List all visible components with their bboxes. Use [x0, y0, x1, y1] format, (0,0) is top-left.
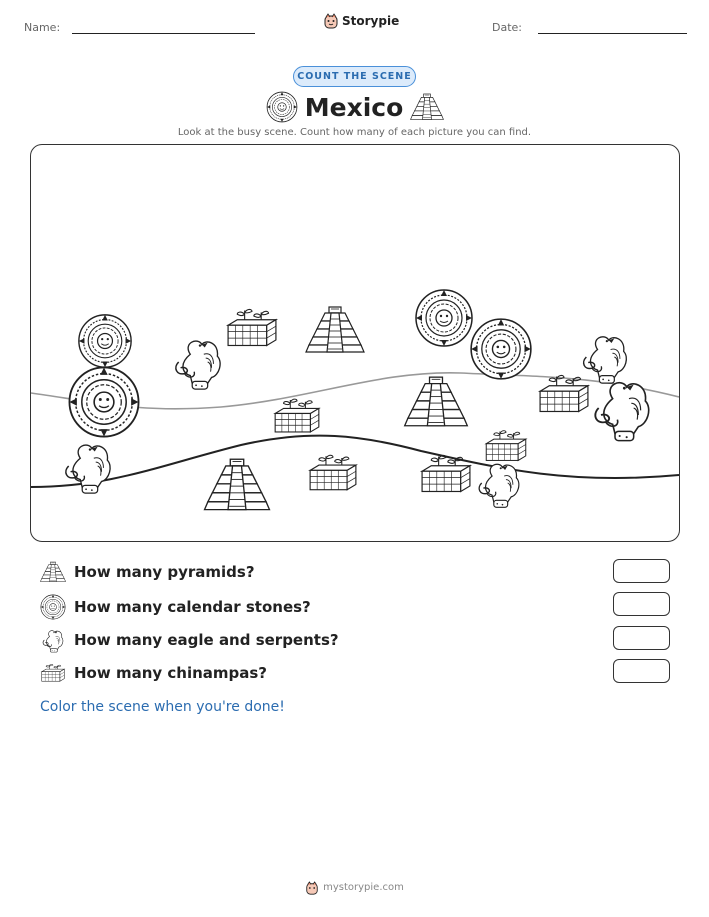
- answer-box-chinampas[interactable]: [613, 659, 670, 683]
- calendar-stone-icon: [266, 91, 298, 123]
- answer-box-eagle-serpents[interactable]: [613, 626, 670, 650]
- chinampa[interactable]: [486, 431, 526, 461]
- instructions: Look at the busy scene. Count how many of each picture you can find.: [177, 127, 532, 138]
- pyramid[interactable]: [405, 377, 468, 426]
- calendar-stone-icon: [40, 594, 66, 620]
- pyramid-icon: [40, 561, 66, 583]
- date-label: Date:: [492, 21, 522, 34]
- calendar-stone[interactable]: [416, 290, 472, 346]
- eagle-and-serpent[interactable]: [595, 383, 648, 441]
- color-scene-note: Color the scene when you're done!: [40, 699, 285, 715]
- chinampa[interactable]: [275, 399, 319, 432]
- question-text: How many calendar stones?: [74, 598, 311, 616]
- name-label: Name:: [24, 21, 61, 34]
- pyramid[interactable]: [205, 459, 270, 509]
- eagle-and-serpent[interactable]: [584, 337, 627, 383]
- count-the-scene-badge: COUNT THE SCENE: [293, 66, 416, 87]
- question-row-calendar-stones: [40, 594, 311, 620]
- brand-name: Storypie: [342, 14, 400, 28]
- footer-url[interactable]: mystorypie.com: [323, 881, 404, 893]
- answer-box-calendar-stones[interactable]: [613, 592, 670, 616]
- chinampa[interactable]: [310, 455, 356, 489]
- calendar-stone[interactable]: [471, 319, 531, 379]
- brand-header: [323, 13, 399, 29]
- question-text: How many chinampas?: [74, 664, 268, 682]
- question-row-pyramids: [40, 561, 255, 583]
- chinampa[interactable]: [228, 309, 276, 345]
- name-line[interactable]: [72, 33, 255, 34]
- question-text: How many pyramids?: [74, 563, 255, 581]
- page-title: Mexico: [304, 92, 404, 122]
- date-line[interactable]: [538, 33, 687, 34]
- eagle-and-serpent[interactable]: [176, 341, 220, 389]
- chinampa[interactable]: [540, 375, 588, 411]
- busy-scene: [30, 144, 680, 542]
- pyramid-icon: [410, 92, 444, 122]
- calendar-stone[interactable]: [79, 315, 131, 367]
- question-row-chinampas: [40, 662, 267, 684]
- calendar-stone[interactable]: [69, 367, 138, 436]
- question-row-eagle-serpents: [40, 627, 339, 653]
- eagle-serpent-icon: [40, 627, 66, 653]
- eagle-and-serpent[interactable]: [479, 464, 519, 507]
- question-text: How many eagle and serpents?: [74, 631, 339, 649]
- footer: [0, 880, 709, 894]
- storypie-logo-icon: [305, 880, 319, 894]
- storypie-logo-icon: [323, 13, 339, 29]
- answer-box-pyramids[interactable]: [613, 559, 670, 583]
- scene-illustration: [31, 145, 679, 541]
- title-row: [266, 91, 444, 123]
- chinampa-icon: [40, 662, 66, 684]
- pyramid[interactable]: [306, 307, 364, 352]
